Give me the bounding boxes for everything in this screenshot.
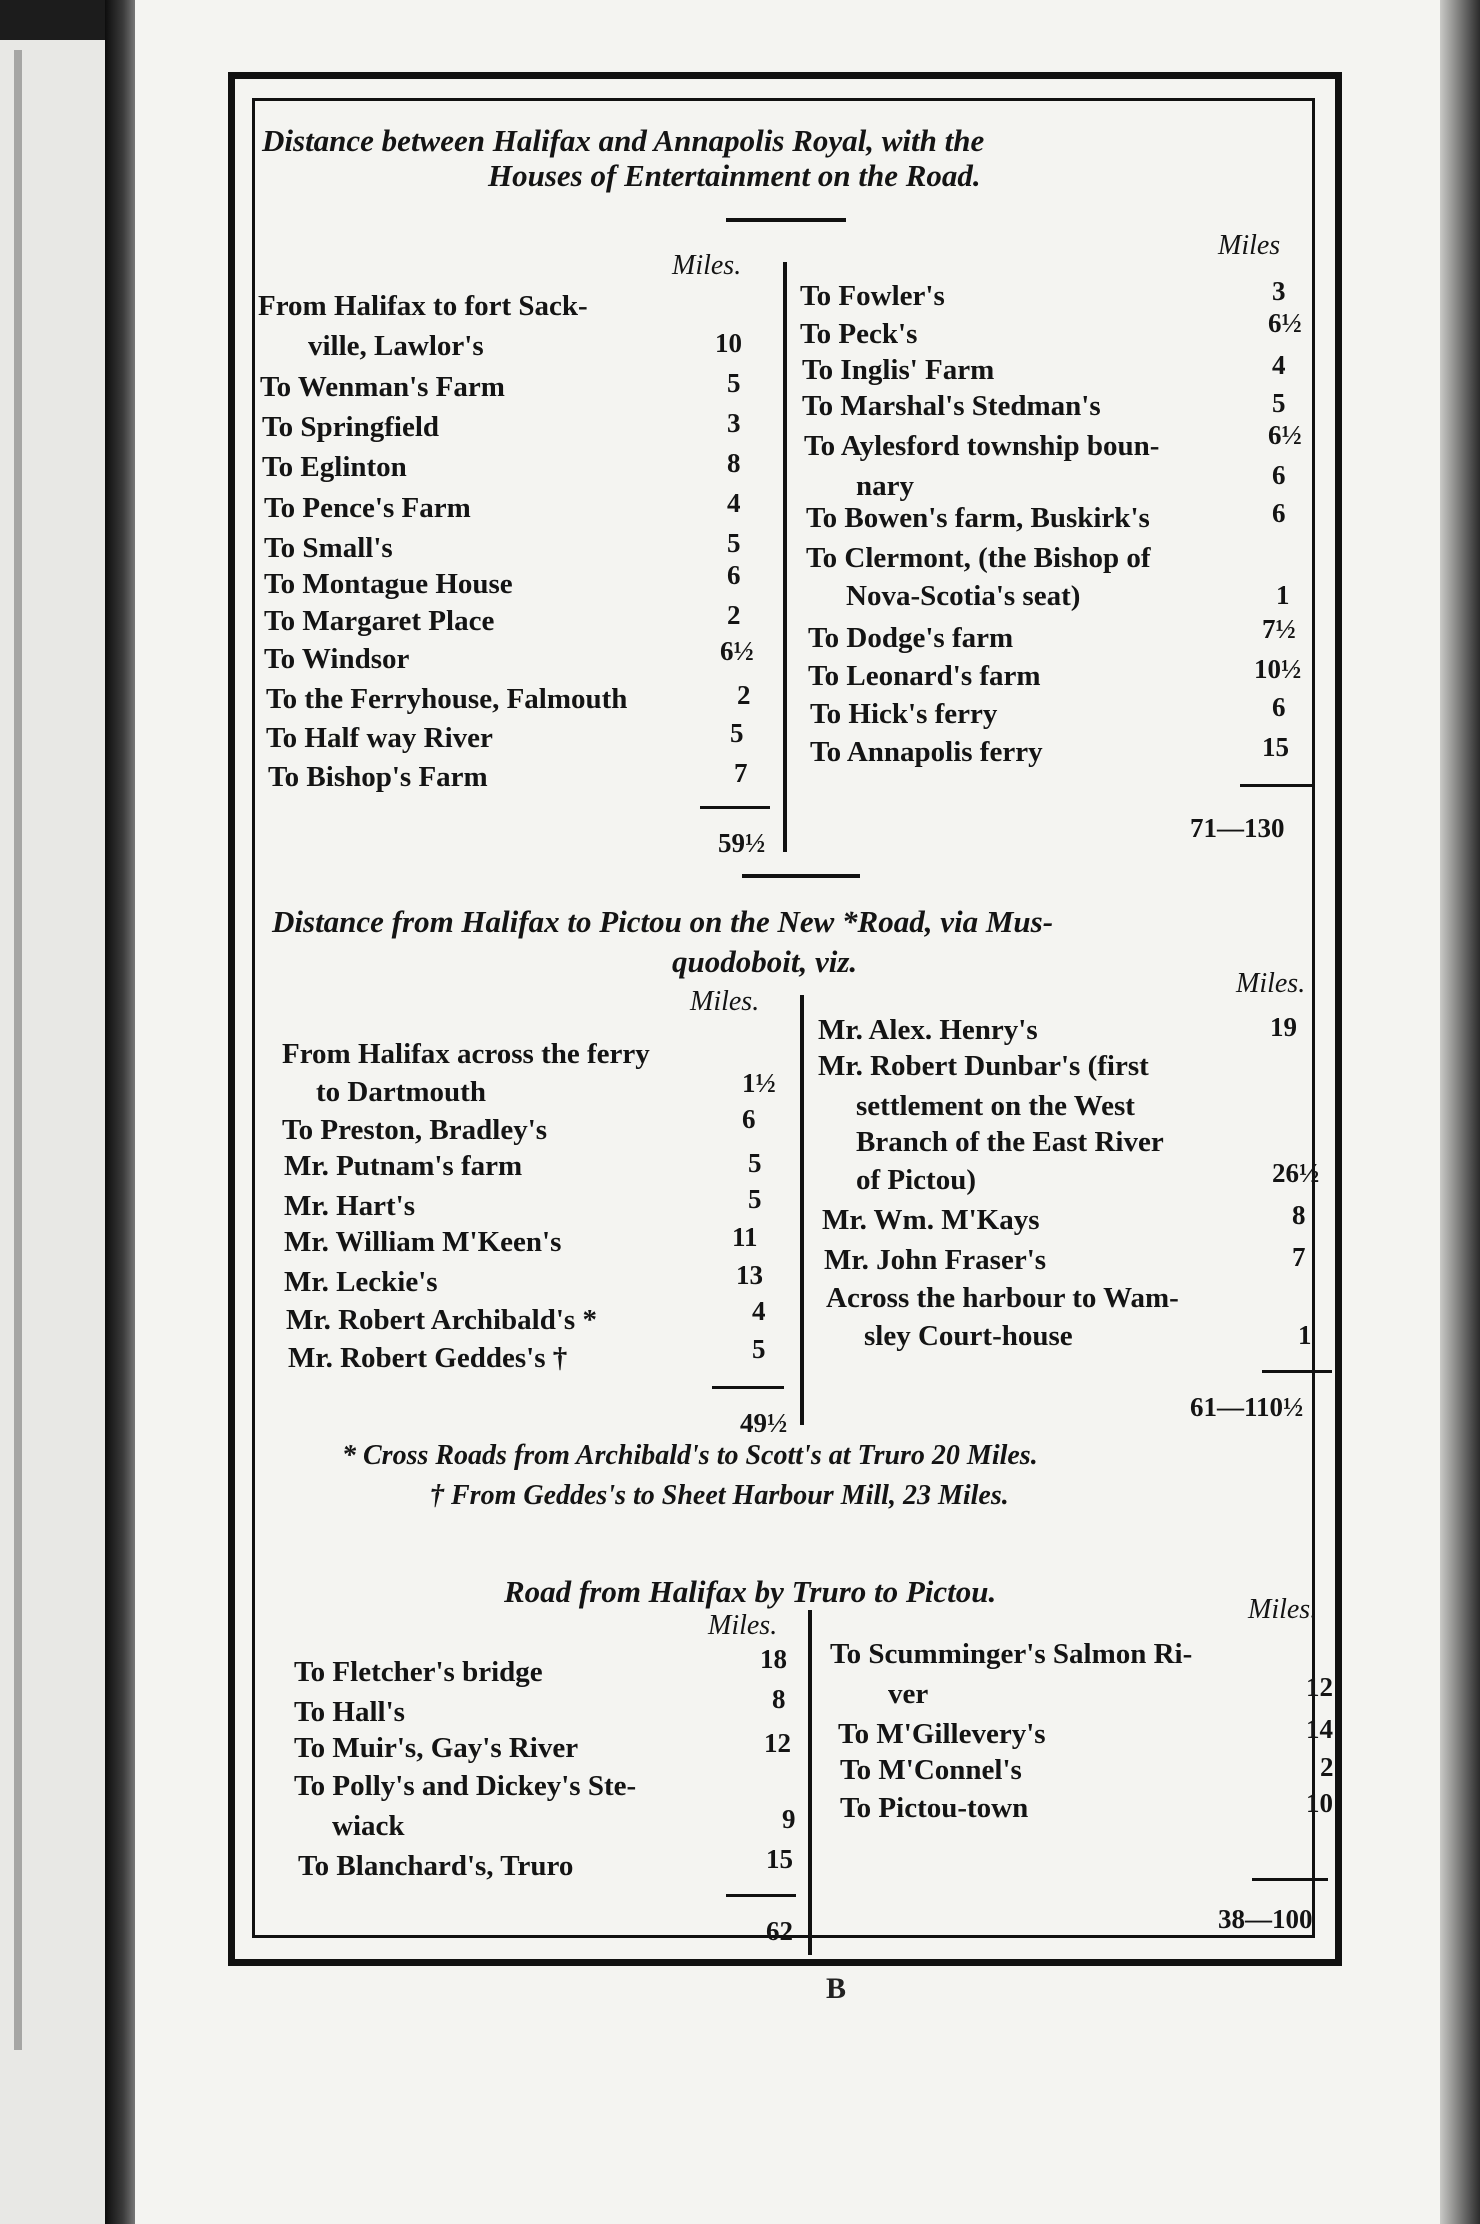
section1-left-miles: 6	[727, 560, 741, 590]
section1-left-miles: 10	[715, 328, 742, 358]
section2-column-divider	[800, 995, 804, 1425]
section2-right-miles: 26½	[1272, 1158, 1320, 1188]
section2-left-total: 49½	[740, 1408, 788, 1438]
section3-left-place: To Fletcher's bridge	[294, 1656, 543, 1688]
section2-right-place: Mr. Robert Dunbar's (first	[818, 1050, 1149, 1082]
footnote-cross-roads: * Cross Roads from Archibald's to Scott's at Truro 20 Miles.	[342, 1440, 1038, 1471]
section1-left-miles: 2	[727, 600, 741, 630]
section1-left-miles: 7	[734, 758, 748, 788]
section1-right-place: To Aylesford township boun-	[804, 430, 1160, 462]
section2-right-place: Mr. Wm. M'Kays	[822, 1204, 1040, 1236]
section3-left-total: 62	[766, 1916, 793, 1946]
section3-right-miles: 2	[1320, 1752, 1334, 1782]
section1-right-place: To Hick's ferry	[810, 698, 998, 730]
section1-left-place: To Margaret Place	[264, 605, 495, 637]
section3-right-place: To Scumminger's Salmon Ri-	[830, 1638, 1193, 1670]
section1-left-miles: 5	[727, 528, 741, 558]
section2-right-place: settlement on the West	[856, 1090, 1135, 1122]
section3-left-miles: 15	[766, 1844, 793, 1874]
section3-right-place: ver	[888, 1678, 929, 1710]
section3-left-total-rule	[726, 1894, 796, 1897]
section2-right-place: of Pictou)	[856, 1164, 976, 1196]
section1-left-total-rule	[700, 806, 770, 809]
section1-right-place: To Inglis' Farm	[802, 354, 995, 386]
section1-left-place: To Montague House	[264, 568, 513, 600]
section2-left-miles: 4	[752, 1296, 766, 1326]
section2-heading-line1: Distance from Halifax to Pictou on the New *Road, via Mus-	[272, 904, 1054, 939]
section1-heading-rule	[726, 218, 846, 222]
section1-left-place: To Half way River	[266, 722, 493, 754]
section1-right-miles: 6	[1272, 692, 1286, 722]
section2-miles-label-left: Miles.	[690, 986, 760, 1017]
section2-left-place: Mr. Robert Archibald's *	[286, 1304, 597, 1336]
section1-right-miles: 15	[1262, 732, 1289, 762]
section1-right-total: 71—130	[1190, 813, 1285, 843]
section3-miles-label-left: Miles.	[708, 1610, 778, 1641]
section1-left-place: To Pence's Farm	[264, 492, 471, 524]
section3-left-place: To Hall's	[294, 1696, 405, 1728]
section1-right-place: To Annapolis ferry	[810, 736, 1043, 768]
section1-heading-line1: Distance between Halifax and Annapolis Royal, with the	[262, 123, 985, 158]
section1-miles-label-right: Miles	[1218, 230, 1281, 261]
section1-right-miles: 6	[1272, 460, 1286, 490]
section3-left-miles: 9	[782, 1804, 796, 1834]
section3-right-total-rule	[1252, 1878, 1328, 1881]
section1-heading-line2: Houses of Entertainment on the Road.	[488, 158, 981, 193]
section1-right-miles: 10½	[1254, 654, 1302, 684]
section2-right-miles: 19	[1270, 1012, 1297, 1042]
section3-column-divider	[808, 1610, 812, 1955]
section2-left-miles: 1½	[742, 1068, 776, 1098]
section2-right-miles: 1	[1298, 1320, 1312, 1350]
section3-right-place: To M'Gillevery's	[838, 1718, 1046, 1750]
section2-left-miles: 6	[742, 1104, 756, 1134]
section2-right-place: Mr. Alex. Henry's	[818, 1014, 1038, 1046]
section1-left-place: To the Ferryhouse, Falmouth	[266, 683, 628, 715]
section3-right-miles: 12	[1306, 1672, 1333, 1702]
section2-right-place: sley Court-house	[864, 1320, 1073, 1352]
section1-right-total-rule	[1240, 784, 1312, 787]
section1-left-miles: 5	[730, 718, 744, 748]
section2-left-miles: 13	[736, 1260, 763, 1290]
section1-miles-label-left: Miles.	[672, 250, 742, 281]
section2-left-place: From Halifax across the ferry	[282, 1038, 650, 1070]
section2-right-miles: 8	[1292, 1200, 1306, 1230]
section3-right-total: 38—100	[1218, 1904, 1313, 1934]
section3-left-miles: 8	[772, 1684, 786, 1714]
section2-right-total-rule	[1262, 1370, 1332, 1373]
section1-left-total: 59½	[718, 828, 766, 858]
section2-left-place: to Dartmouth	[316, 1076, 486, 1108]
section3-left-place: wiack	[332, 1810, 405, 1842]
section2-left-place: To Preston, Bradley's	[282, 1114, 548, 1146]
section2-left-miles: 5	[748, 1148, 762, 1178]
page-edge-shadow	[1440, 0, 1480, 2224]
section1-left-place: To Eglinton	[262, 451, 407, 483]
section1-left-miles: 8	[727, 448, 741, 478]
section-divider-rule	[742, 874, 860, 878]
section2-left-place: Mr. Hart's	[284, 1190, 416, 1222]
section2-heading-line2: quodoboit, viz.	[672, 944, 858, 979]
section1-right-place: Nova-Scotia's seat)	[846, 580, 1081, 612]
section3-left-place: To Polly's and Dickey's Ste-	[294, 1770, 637, 1802]
section3-right-miles: 14	[1306, 1714, 1333, 1744]
section1-left-place: To Springfield	[262, 411, 440, 443]
section3-miles-label-right: Miles.	[1248, 1594, 1318, 1625]
section2-left-place: Mr. Robert Geddes's †	[288, 1342, 568, 1374]
section1-right-miles: 3	[1272, 276, 1286, 306]
section1-right-miles: 6	[1272, 498, 1286, 528]
section2-left-place: Mr. William M'Keen's	[284, 1226, 562, 1258]
section1-left-miles: 2	[737, 680, 751, 710]
section2-right-total: 61—110½	[1190, 1392, 1304, 1422]
section3-right-place: To M'Connel's	[840, 1754, 1022, 1786]
section1-left-place: To Windsor	[264, 643, 410, 675]
section3-left-place: To Blanchard's, Truro	[298, 1850, 574, 1882]
section2-right-miles: 7	[1292, 1242, 1306, 1272]
section1-right-place: To Leonard's farm	[808, 660, 1041, 692]
section1-column-divider	[783, 262, 787, 852]
printer-signature-mark: B	[826, 1972, 847, 2005]
section1-right-place: To Peck's	[800, 318, 918, 350]
section1-right-place: To Bowen's farm, Buskirk's	[806, 502, 1150, 534]
section1-left-miles: 3	[727, 408, 741, 438]
section1-left-place: From Halifax to fort Sack-	[258, 290, 588, 322]
section2-left-miles: 5	[748, 1184, 762, 1214]
section2-miles-label-right: Miles.	[1236, 968, 1306, 999]
section2-right-place: Mr. John Fraser's	[824, 1244, 1047, 1276]
section1-right-place: To Fowler's	[800, 280, 945, 312]
section1-right-miles: 6½	[1268, 308, 1302, 338]
section3-left-place: To Muir's, Gay's River	[294, 1732, 579, 1764]
section1-right-place: To Clermont, (the Bishop of	[806, 542, 1151, 574]
section1-right-miles: 7½	[1262, 614, 1296, 644]
section1-left-place: To Bishop's Farm	[268, 761, 488, 793]
facing-page-edge	[0, 40, 105, 2224]
section3-heading: Road from Halifax by Truro to Pictou.	[504, 1574, 997, 1609]
section1-right-place: To Dodge's farm	[808, 622, 1014, 654]
section1-left-place: ville, Lawlor's	[308, 330, 484, 362]
section3-left-miles: 12	[764, 1728, 791, 1758]
section2-left-place: Mr. Leckie's	[284, 1266, 438, 1298]
section1-left-miles: 6½	[720, 636, 754, 666]
section1-right-miles: 4	[1272, 350, 1286, 380]
section1-right-miles: 6½	[1268, 420, 1302, 450]
section2-left-place: Mr. Putnam's farm	[284, 1150, 523, 1182]
section1-right-miles: 1	[1276, 580, 1290, 610]
section1-right-miles: 5	[1272, 388, 1286, 418]
section1-left-place: To Small's	[264, 532, 393, 564]
section1-left-miles: 5	[727, 368, 741, 398]
section1-right-place: nary	[856, 470, 914, 502]
section2-left-miles: 11	[732, 1222, 758, 1252]
section1-left-miles: 4	[727, 488, 741, 518]
section2-left-miles: 5	[752, 1334, 766, 1364]
section1-left-place: To Wenman's Farm	[260, 371, 505, 403]
section1-right-place: To Marshal's Stedman's	[802, 390, 1101, 422]
footnote-sheet-harbour: † From Geddes's to Sheet Harbour Mill, 23 Miles.	[430, 1480, 1009, 1511]
section3-right-miles: 10	[1306, 1788, 1333, 1818]
book-gutter	[105, 0, 135, 2224]
section2-right-place: Branch of the East River	[856, 1126, 1164, 1158]
section3-right-place: To Pictou-town	[840, 1792, 1029, 1824]
section2-left-total-rule	[712, 1386, 784, 1389]
section2-right-place: Across the harbour to Wam-	[826, 1282, 1179, 1314]
section3-left-miles: 18	[760, 1644, 787, 1674]
